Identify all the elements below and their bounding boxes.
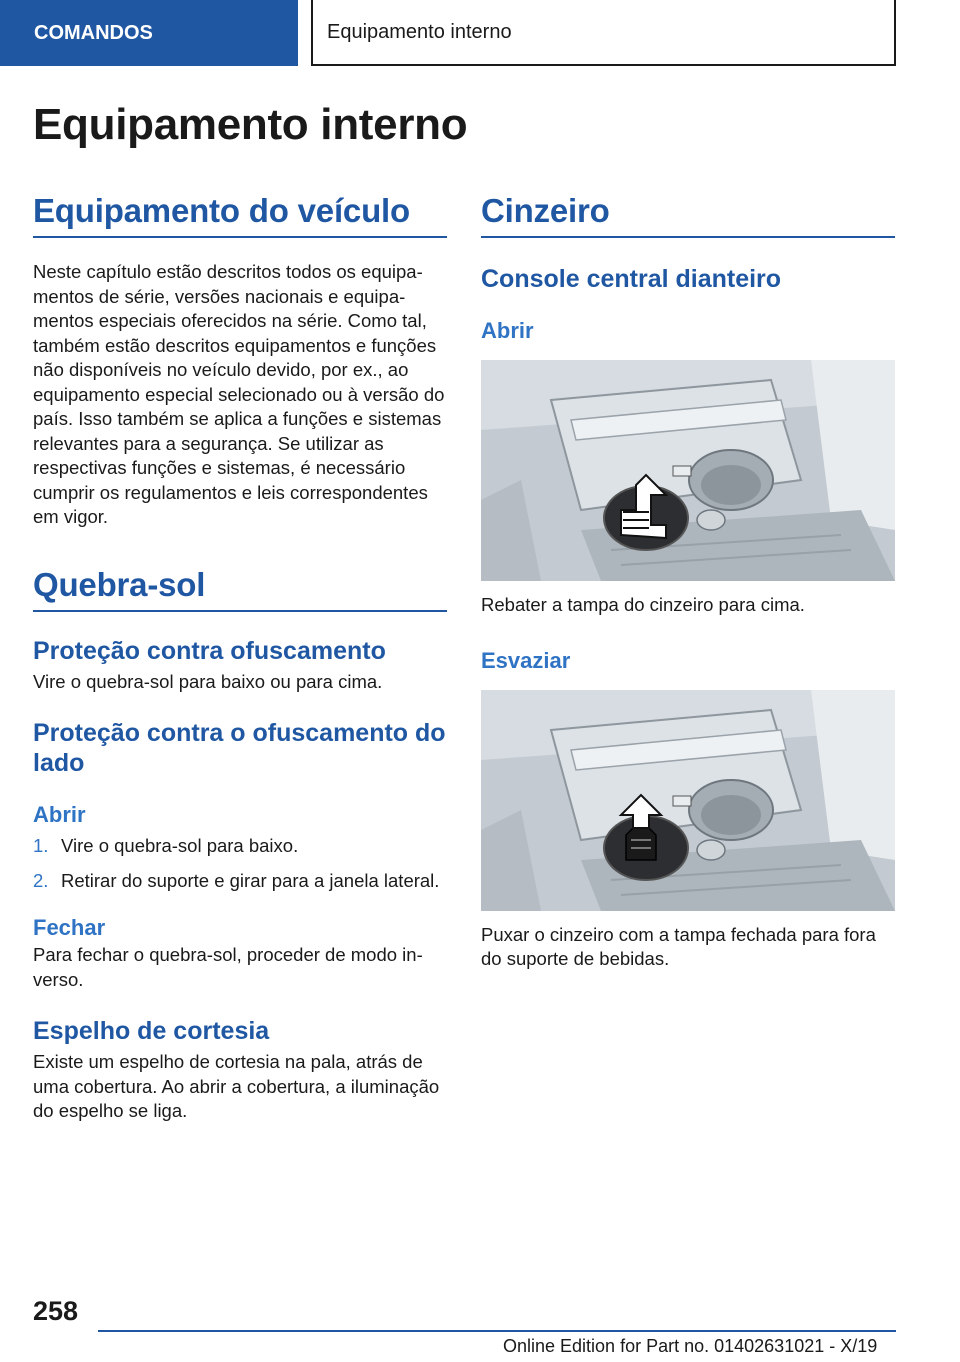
sun-visor-heading: Quebra-sol: [33, 566, 447, 612]
step-number: 2.: [33, 869, 49, 891]
ashtray-open-caption: Rebater a tampa do cinzeiro para cima.: [481, 594, 805, 615]
ashtray-empty-heading: Esvaziar: [481, 647, 571, 673]
ashtray-heading: Cinzeiro: [481, 192, 895, 238]
side-glare-close-heading: Fechar: [33, 915, 106, 940]
list-item: [33, 869, 447, 894]
glare-protection-body: Vire o quebra-sol para baixo ou para cima.: [33, 670, 383, 692]
footer-divider: [98, 1330, 896, 1332]
ashtray-open-heading: Abrir: [481, 318, 534, 343]
page-title: Equipamento interno: [33, 100, 468, 149]
side-glare-heading: Proteção contra o ofuscamento do lado: [33, 719, 446, 777]
vehicle-equipment-body: Neste capítulo estão descritos todos os equipamentos de série, versões nacionais e equipamentos especiais oferecidos na série. Como tal, também estão descritos equipamentos e funções não disponíveis no veículo devido, por ex., ao equipamento especial selecionado ou à versão do país. Isso também se aplica a funções e sistemas relevantes para a segurança. Se utilizar as respectivas funções e sistemas, é necessário cumprir os regulamentos e leis correspondentes em vigor.: [33, 261, 445, 527]
side-glare-open-heading: Abrir: [33, 802, 86, 827]
ashtray-empty-caption: Puxar o cinzeiro com a tampa fechada para fora do suporte de bebidas.: [481, 923, 876, 969]
glare-protection-heading: Proteção contra ofuscamento: [33, 636, 386, 665]
chapter-label: Equipamento interno: [327, 20, 512, 43]
step-text: Vire o quebra-sol para baixo.: [61, 835, 299, 856]
console-ashtray-image: [481, 360, 895, 581]
section-tab: [0, 0, 298, 66]
vehicle-equipment-heading: Equipamento do veículo: [33, 192, 447, 238]
courtesy-mirror-body: Existe um espelho de cortesia na pala, atrás de uma cobertura. Ao abrir a cobertura, a iluminação do espelho se liga.: [33, 1051, 440, 1121]
left-column: [33, 192, 447, 1124]
list-item: [33, 834, 447, 859]
right-column: [481, 192, 895, 972]
console-ashtray-image: [481, 690, 895, 911]
ashtray-empty-illustration: [481, 690, 895, 911]
step-text: Retirar do suporte e girar para a janela lateral.: [61, 869, 440, 891]
page-number: 258: [33, 1296, 79, 1326]
side-glare-steps: [33, 834, 447, 893]
chapter-box: [311, 0, 896, 66]
edition-note: Online Edition for Part no. 01402631021 - X/19: [503, 1336, 878, 1356]
front-console-heading: Console central dianteiro: [481, 265, 782, 293]
section-label: COMANDOS: [34, 21, 153, 44]
step-number: 1.: [33, 835, 49, 856]
courtesy-mirror-heading: Espelho de cortesia: [33, 1017, 270, 1045]
side-glare-close-body: Para fechar o quebra-sol, proceder de modo inverso.: [33, 944, 423, 990]
ashtray-open-illustration: [481, 360, 895, 581]
